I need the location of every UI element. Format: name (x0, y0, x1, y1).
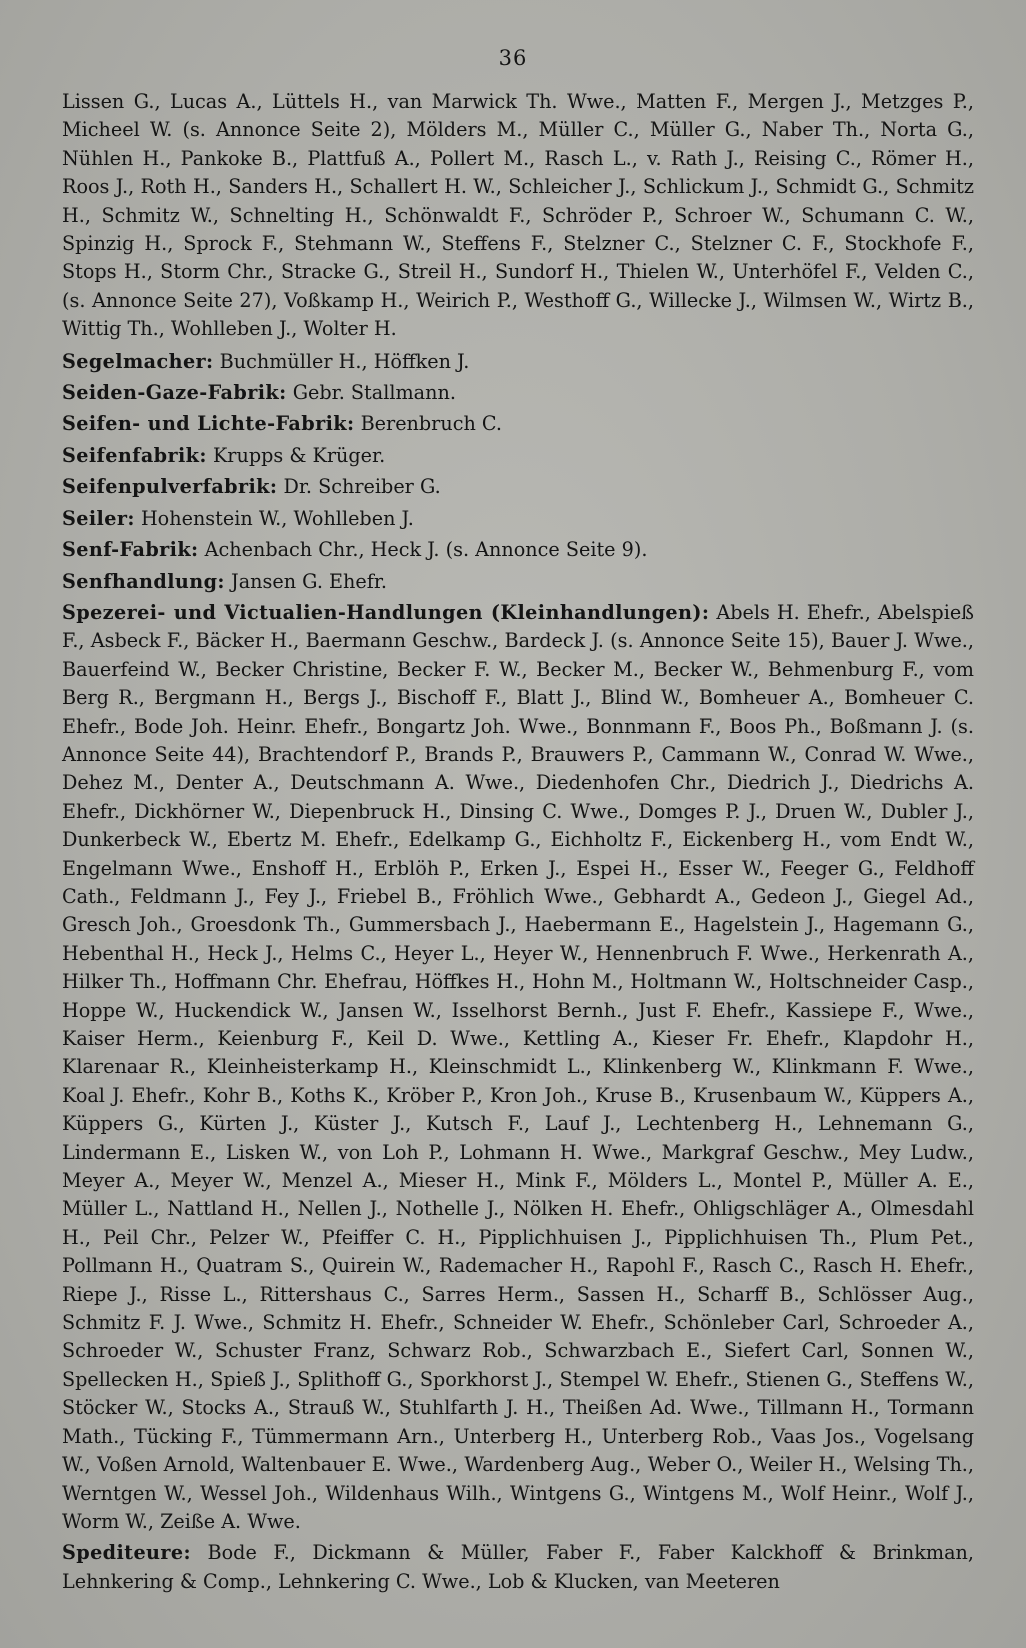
section-heading: Seiler: (62, 506, 135, 530)
section-segelmacher (62, 348, 974, 376)
page-number: 36 (498, 46, 528, 70)
section-seiden-gaze-fabrik (62, 379, 974, 407)
entry-text: Jansen G. Ehefr. (231, 569, 388, 593)
section-heading: Seifenfabrik: (62, 443, 207, 467)
entry-text: Berenbruch C. (360, 412, 503, 436)
section-heading: Seifen- und Lichte-Fabrik: (62, 412, 355, 436)
section-senf-fabrik (62, 536, 974, 564)
section-seifenfabrik (62, 442, 974, 470)
section-heading: Spediteure: (62, 1541, 192, 1565)
section-heading: Segelmacher: (62, 349, 214, 373)
section-spediteure (62, 1539, 974, 1596)
entry-text: Gebr. Stallmann. (292, 381, 456, 405)
section-seiler (62, 505, 974, 533)
listing-continuation (62, 88, 974, 344)
entry-text: Achenbach Chr., Heck J. (s. Annonce Seite 9). (204, 538, 648, 562)
section-seifenpulverfabrik (62, 473, 974, 501)
entry-text: Lissen G., Lucas A., Lüttels H., van Marwick Th. Wwe., Matten F., Mergen J., Metzges P., Micheel W. (s. Annonce Seite 2), Mölders M., Müller C., Müller G., Naber Th., Norta G., Nühlen H., Pankoke B., Plattfuß A., Pollert M., Rasch L., v. Rath J., Reising C., Römer H., Roos J., Roth H., Sanders H., Schallert H. W., Schleicher J., Schlickum J., Schmidt G., Schmitz H., Schmitz W., Schnelting H., Schönwaldt F., Schröder P., Schroer W., Schumann C. W., Spinzig H., Sprock F., Stehmann W., Steffens F., Stelzner C., Stelzner C. F., Stockhofe F., Stops H., Storm Chr., Stracke G., Streil H., Sundorf H., Thielen W., Unterhöfel F., Velden C., (s. Annonce Seite 27), Voßkamp H., Weirich P., Westhoff G., Willecke J., Wilmsen W., Wirtz B., Wittig Th., Wohlleben J., Wolter H. (62, 90, 974, 341)
section-spezerei-und-victualien (62, 599, 974, 1536)
section-heading: Spezerei- und Victualien-Handlungen (Kleinhandlungen): (62, 600, 710, 624)
section-heading: Seifenpulverfabrik: (62, 475, 278, 499)
directory-listing (62, 88, 974, 1596)
entry-text: Krupps & Krüger. (212, 443, 386, 467)
entry-text: Hohenstein W., Wohlleben J. (140, 506, 414, 530)
section-heading: Senf-Fabrik: (62, 538, 199, 562)
section-senfhandlung (62, 568, 974, 596)
entry-text: Abels H. Ehefr., Abelspieß F., Asbeck F., Bäcker H., Baermann Geschw., Bardeck J. (s. Annonce Seite 15), Bauer J. Wwe., Bauerfeind W., Becker Christine, Becker F. W., Becker M., Becker W., Behmenburg F., vom Berg R., Bergmann H., Bergs J., Bischoff F., Blatt J., Blind W., Bomheuer A., Bomheuer C. Ehefr., Bode Joh. Heinr. Ehefr., Bongartz Joh. Wwe., Bonnmann F., Boos Ph., Boßmann J. (s. Annonce Seite 44), Brachtendorf P., Brands P., Brauwers P., Cammann W., Conrad W. Wwe., Dehez M., Denter A., Deutschmann A. Wwe., Diedenhofen Chr., Diedrich J., Diedrichs A. Ehefr., Dickhörner W., Diepenbruck H., Dinsing C. Wwe., Domges P. J., Druen W., Dubler J., Dunkerbeck W., Ebertz M. Ehefr., Edelkamp G., Eichholtz F., Eickenberg H., vom Endt W., Engelmann Wwe., Enshoff H., Erblöh P., Erken J., Espei H., Esser W., Feeger G., Feldhoff Cath., Feldmann J., Fey J., Friebel B., Fröhlich Wwe., Gebhardt A., Gedeon J., Giegel Ad., Gresch Joh., Groesdonk Th., Gummersbach J., Haebermann E., Hagelstein J., Hagemann G., Hebenthal H., Heck J., Helms C., Heyer L., Heyer W., Hennenbruch F. Wwe., Herkenrath A., Hilker Th., Hoffmann Chr. Ehefrau, Höffkes H., Hohn M., Holtmann W., Holtschneider Casp., Hoppe W., Huckendick W., Jansen W., Isselhorst Bernh., Just F. Ehefr., Kassiepe F., Wwe., Kaiser Herm., Keienburg F., Keil D. Wwe., Kettling A., Kieser Fr. Ehefr., Klapdohr H., Klarenaar R., Kleinheisterkamp H., Kleinschmidt L., Klinkenberg W., Klinkmann F. Wwe., Koal J. Ehefr., Kohr B., Koths K., Kröber P., Kron Joh., Kruse B., Krusenbaum W., Küppers A., Küppers G., Kürten J., Küster J., Kutsch F., Lauf J., Lechtenberg H., Lehnemann G., Lindermann E., Lisken W., von Loh P., Lohmann H. Wwe., Markgraf Geschw., Mey Ludw., Meyer A., Meyer W., Menzel A., Mieser H., Mink F., Mölders L., Montel P., Müller A. E., Müller L., Nattland H., Nellen J., Nothelle J., Nölken H. Ehefr., Ohligschläger A., Olmesdahl H., Peil Chr., Pelzer W., Pfeiffer C. H., Pipplichhuisen J., Pipplichhuisen Th., Plum Pet., Pollmann H., Quatram S., Quirein W., Rademacher H., Rapohl F., Rasch C., Rasch H. Ehefr., Riepe J., Risse L., Rittershaus C., Sarres Herm., Sassen H., Scharff B., Schlösser Aug., Schmitz F. J. Wwe., Schmitz H. Ehefr., Schneider W. Ehefr., Schönleber Carl, Schroeder A., Schroeder W., Schuster Franz, Schwarz Rob., Schwarzbach E., Siefert Carl, Sonnen W., Spellecken H., Spieß J., Splithoff G., Sporkhorst J., Stempel W. Ehefr., Stienen G., Steffens W., Stöcker W., Stocks A., Strauß W., Stuhlfarth J. H., Theißen Ad. Wwe., Tillmann H., Tormann Math., Tücking F., Tümmermann Arn., Unterberg H., Unterberg Rob., Vaas Jos., Vogelsang W., Voßen Arnold, Waltenbauer E. Wwe., Wardenberg Aug., Weber O., Weiler H., Welsing Th., Werntgen W., Wessel Joh., Wildenhaus Wilh., Wintgens G., Wintgens M., Wolf Heinr., Wolf J., Worm W., Zeiße A. Wwe. (62, 600, 974, 1533)
entry-text: Buchmüller H., Höffken J. (219, 349, 470, 373)
section-seifen-und-lichte-fabrik (62, 410, 974, 438)
entry-text: Dr. Schreiber G. (283, 475, 441, 499)
entry-text: Bode F., Dickmann & Müller, Faber F., Faber Kalckhoff & Brinkman, Lehnkering & Comp., Lehnkering C. Wwe., Lob & Klucken, van Meeteren (62, 1541, 974, 1593)
section-heading: Seiden-Gaze-Fabrik: (62, 381, 287, 405)
section-heading: Senfhandlung: (62, 569, 225, 593)
